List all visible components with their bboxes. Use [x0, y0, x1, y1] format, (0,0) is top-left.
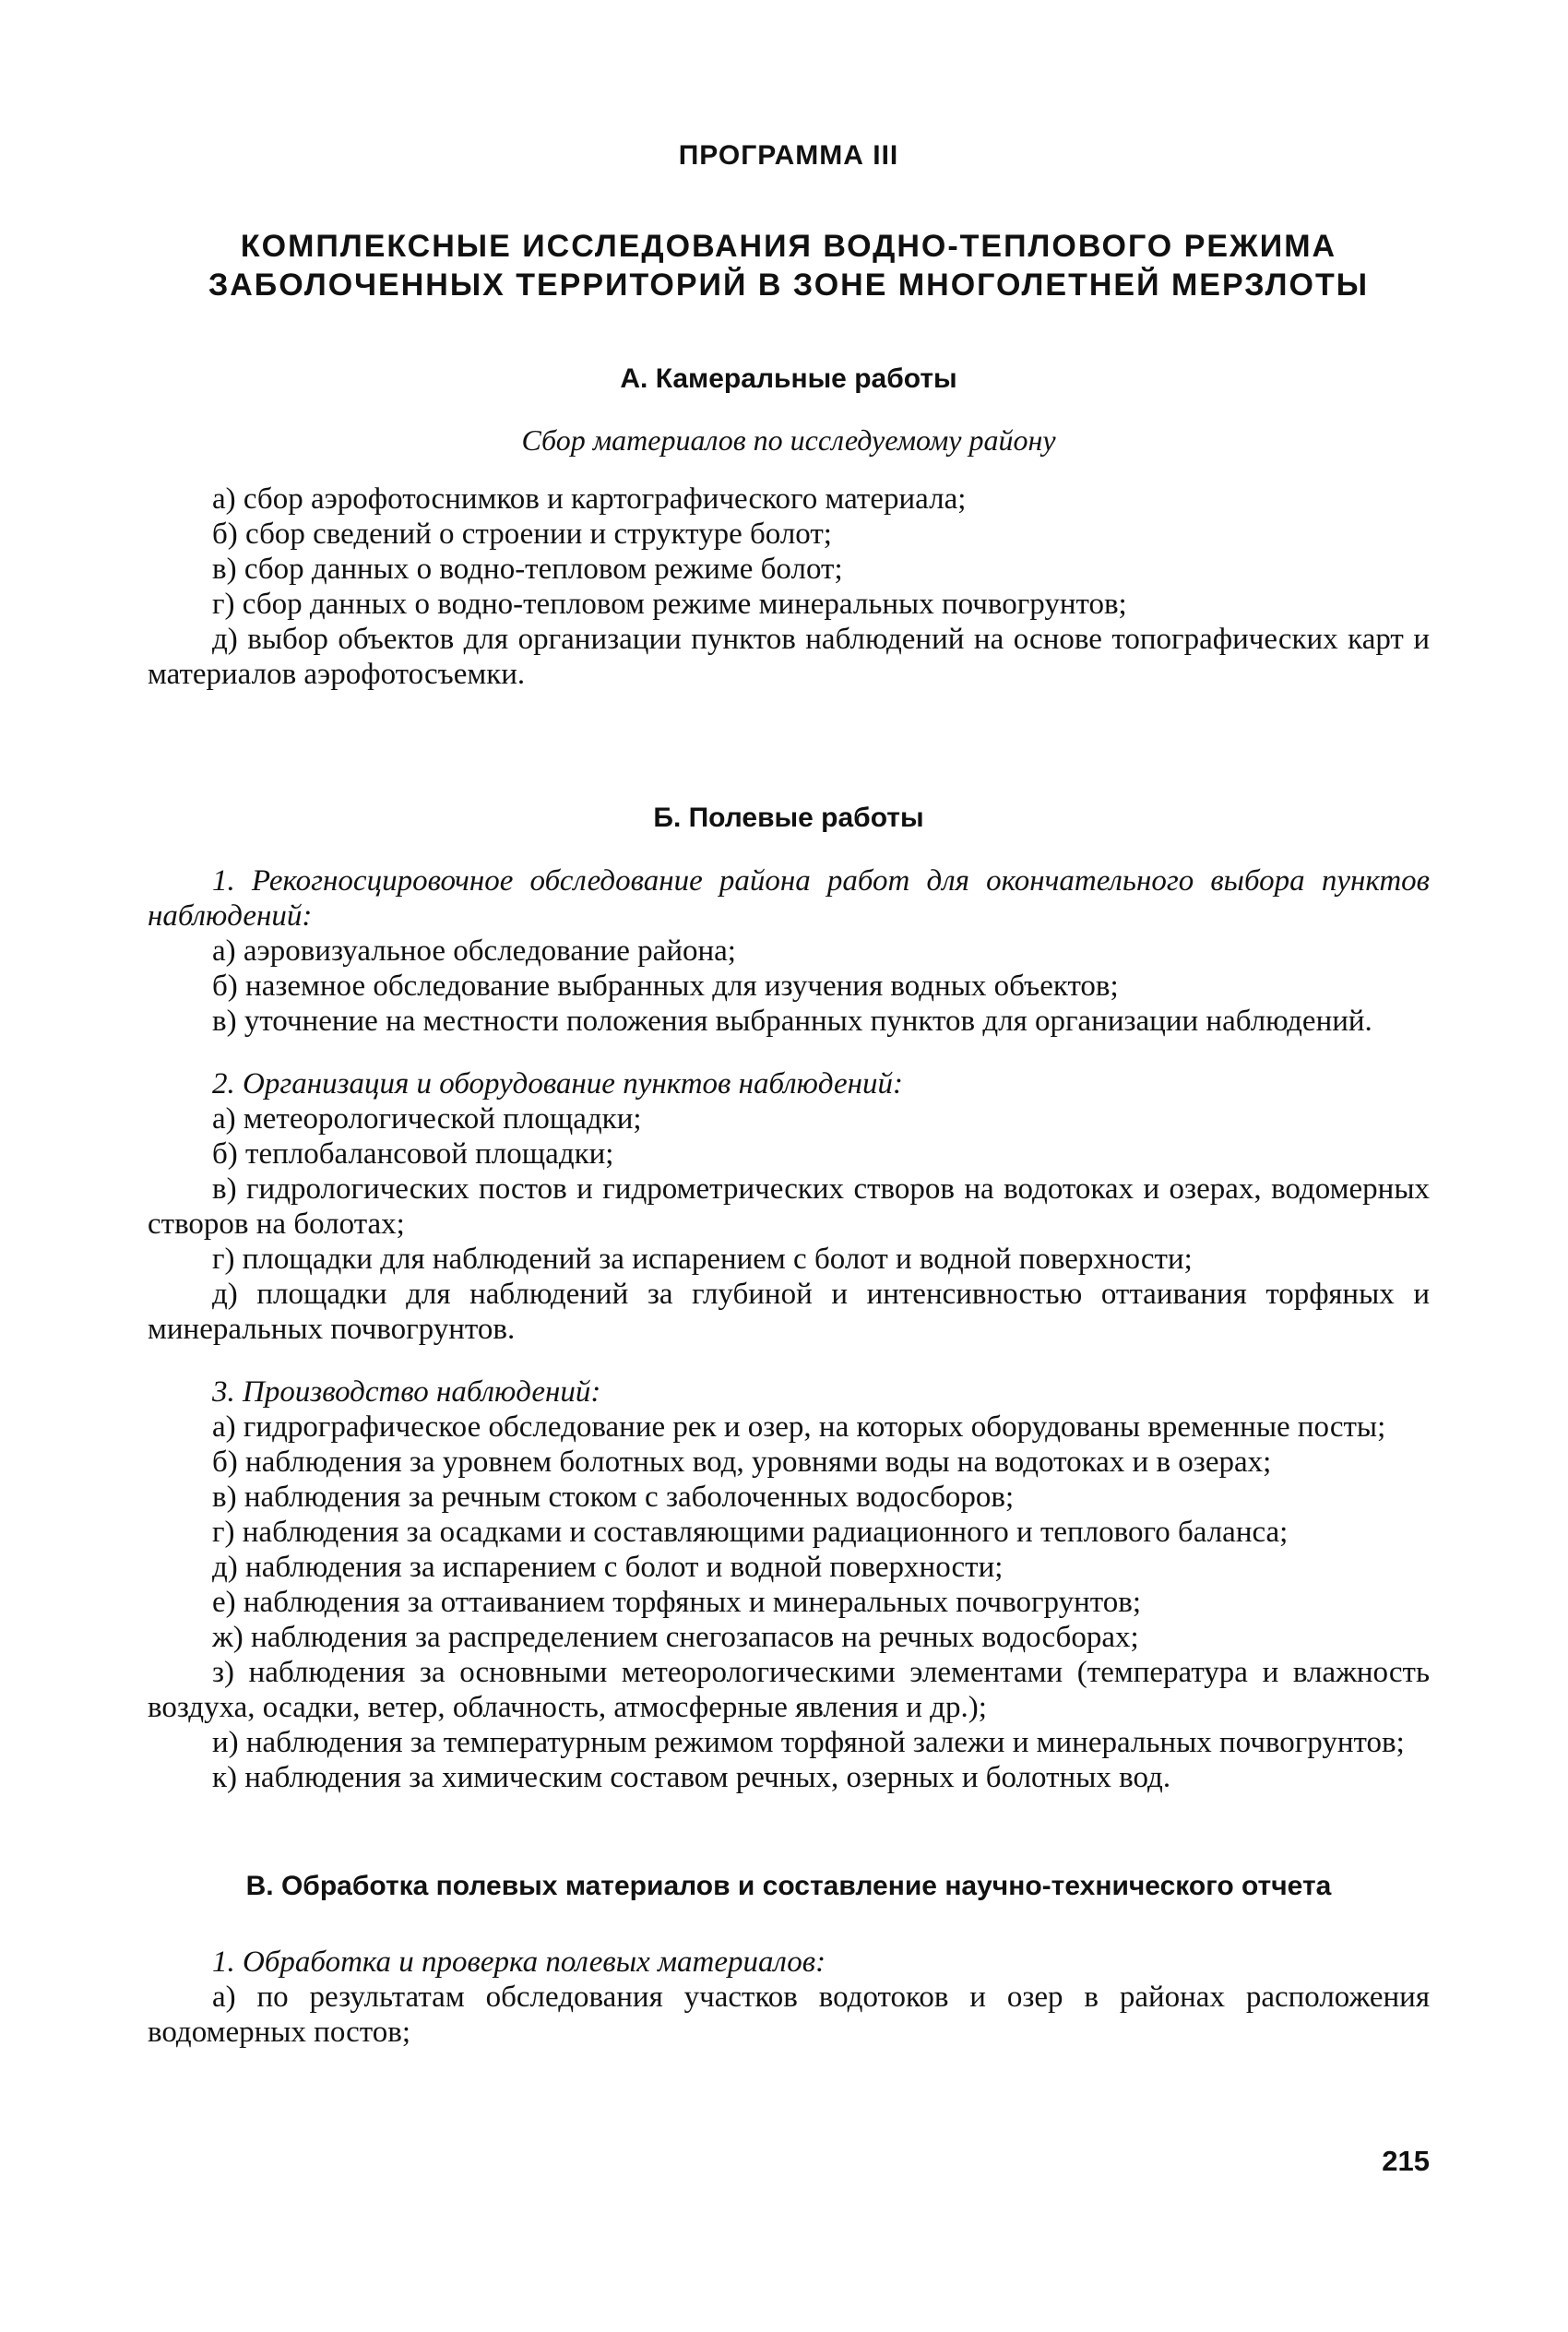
list-item: а) по результатам обследования участков водотоков и озер в районах расположения водомерных постов;	[148, 1981, 1430, 2049]
document-page	[148, 138, 1430, 2050]
section-c-heading: В. Обработка полевых материалов и составление научно-технического отчета	[245, 1871, 1332, 1901]
group-title: 3. Производство наблюдений:	[212, 1375, 601, 1409]
list-item: а) метеорологической площадки;	[212, 1102, 642, 1136]
list-item: д) наблюдения за испарением с болот и водной поверхности;	[212, 1551, 1004, 1584]
list-item: г) площадки для наблюдений за испарением с болот и водной поверхности;	[212, 1243, 1193, 1276]
list-item: в) сбор данных о водно-тепловом режиме болот;	[212, 553, 843, 586]
section-c-group-1	[148, 1945, 1430, 2050]
list-item: б) наблюдения за уровнем болотных вод, уровнями воды на водотоках и в озерах;	[212, 1446, 1272, 1479]
group-title: 1. Обработка и проверка полевых материалов:	[212, 1945, 826, 1979]
list-item: ж) наблюдения за распределением снегозапасов на речных водосборах;	[212, 1621, 1139, 1654]
list-item: в) наблюдения за речным стоком с заболоченных водосборов;	[212, 1481, 1015, 1514]
list-item: а) аэровизуальное обследование района;	[212, 934, 736, 968]
group-title: 1. Рекогносцировочное обследование района работ для окончательного выбора пунктов наблюдений:	[148, 864, 1430, 933]
section-a-subheading: Сбор материалов по исследуемому району	[521, 423, 1056, 457]
list-item: в) гидрологических постов и гидрометрических створов на водотоках и озерах, водомерных створов на болотах;	[148, 1172, 1430, 1241]
section-b-group-2	[148, 1066, 1430, 1347]
program-label: ПРОГРАММА III	[678, 140, 899, 171]
section-b-group-3	[148, 1374, 1430, 1795]
list-item: д) выбор объектов для организации пунктов наблюдений на основе топографических карт и материалов аэрофотосъемки.	[148, 623, 1430, 691]
list-item: з) наблюдения за основными метеорологическими элементами (температура и влажность воздуха, осадки, ветер, облачность, атмосферные явления и др.);	[148, 1656, 1430, 1724]
list-item: а) гидрографическое обследование рек и озер, на которых оборудованы временные посты;	[212, 1410, 1386, 1444]
list-item: и) наблюдения за температурным режимом торфяной залежи и минеральных почвогрунтов;	[212, 1726, 1405, 1759]
list-item: б) сбор сведений о строении и структуре болот;	[212, 518, 832, 551]
list-item: е) наблюдения за оттаиванием торфяных и минеральных почвогрунтов;	[212, 1586, 1141, 1619]
main-title-line-2: ЗАБОЛОЧЕННЫХ ТЕРРИТОРИЙ В ЗОНЕ МНОГОЛЕТНЕЙ МЕРЗЛОТЫ	[208, 268, 1370, 303]
list-item: б) теплобалансовой площадки;	[212, 1137, 614, 1171]
list-item: д) площадки для наблюдений за глубиной и интенсивностью оттаивания торфяных и минеральных почвогрунтов.	[148, 1278, 1430, 1346]
main-title-line-1: КОМПЛЕКСНЫЕ ИССЛЕДОВАНИЯ ВОДНО-ТЕПЛОВОГО РЕЖИМА	[240, 229, 1337, 264]
section-b-heading: Б. Полевые работы	[653, 803, 924, 833]
section-a-heading: А. Камеральные работы	[620, 363, 957, 394]
list-item: а) сбор аэрофотоснимков и картографического материала;	[212, 482, 967, 516]
list-item: г) наблюдения за осадками и составляющими радиационного и теплового баланса;	[212, 1516, 1289, 1549]
list-item: г) сбор данных о водно-тепловом режиме минеральных почвогрунтов;	[212, 588, 1127, 621]
list-item: в) уточнение на местности положения выбранных пунктов для организации наблюдений.	[212, 1005, 1372, 1038]
group-title: 2. Организация и оборудование пунктов наблюдений:	[212, 1067, 904, 1101]
section-b-group-1	[148, 863, 1430, 1039]
main-title	[148, 227, 1430, 304]
section-a-list	[148, 482, 1430, 692]
page-number: 215	[1382, 2145, 1430, 2177]
list-item: к) наблюдения за химическим составом речных, озерных и болотных вод.	[212, 1761, 1171, 1794]
list-item: б) наземное обследование выбранных для изучения водных объектов;	[212, 970, 1119, 1003]
